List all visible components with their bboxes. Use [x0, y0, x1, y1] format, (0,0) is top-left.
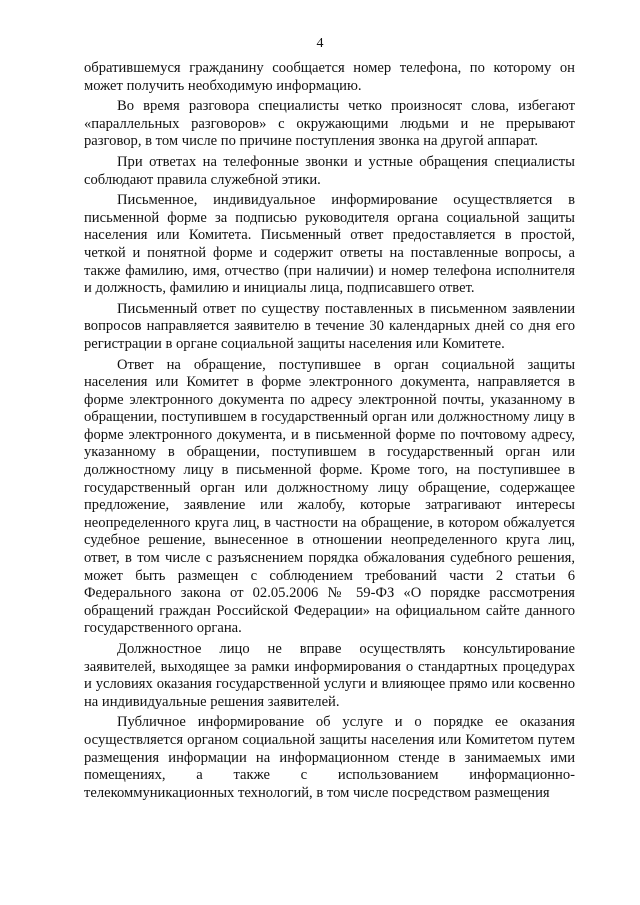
paragraph-conversation-rules: Во время разговора специалисты четко произносят слова, избегают «параллельных разговоров» с окружающими людьми и не прерывают разговор, в том числе по причине поступления звонка на другой аппарат. [84, 98, 575, 150]
paragraph-service-ethics: При ответах на телефонные звонки и устные обращения специалисты соблюдают правила служебной этики. [84, 153, 575, 188]
paragraph-written-answer-deadline: Письменный ответ по существу поставленных в письменном заявлении вопросов направляется заявителю в течение 30 календарных дней со дня его регистрации в органе социальной защиты населения или Комитете. [84, 300, 575, 352]
paragraph-electronic-answer: Ответ на обращение, поступившее в орган социальной защиты населения или Комитет в форме электронного документа, направляется в форме электронного документа по адресу электронной почты, указанному в обращении, поступившем в государственный орган или должностному лицу в форме электронного документа, и в письменной форме по почтовому адресу, указанному в обращении, поступившем в государственный орган или должностному лицу в письменной форме. Кроме того, на поступившее в государственный орган или должностному лицу обращение, содержащее предложение, заявление или жалобу, которые затрагивают интересы неопределенного круга лиц, в частности на обращение, в котором обжалуется судебное решение, вынесенное в отношении неопределенного круга лиц, ответ, в том числе с разъяснением порядка обжалования судебного решения, может быть размещен с соблюдением требований части 2 статьи 6 Федерального закона от 02.05.2006 № 59-ФЗ «О порядке рассмотрения обращений граждан Российской Федерации» на официальном сайте данного государственного органа. [84, 356, 575, 637]
document-body [84, 60, 575, 805]
paragraph-official-limits: Должностное лицо не вправе осуществлять консультирование заявителей, выходящее за рамки информирования о стандартных процедурах и условиях оказания государственной услуги и влияющее прямо или косвенно на индивидуальные решения заявителей. [84, 641, 575, 710]
paragraph-continuation: обратившемуся гражданину сообщается номер телефона, по которому он может получить необходимую информацию. [84, 60, 575, 94]
paragraph-written-informing: Письменное, индивидуальное информирование осуществляется в письменной форме за подписью руководителя органа социальной защиты населения или Комитета. Письменный ответ предоставляется в простой, четкой и понятной форме и содержит ответы на поставленные вопросы, а также фамилию, имя, отчество (при наличии) и номер телефона исполнителя и должность, фамилию и инициалы лица, подписавшего ответ. [84, 192, 575, 297]
page-number: 4 [316, 36, 324, 51]
paragraph-public-informing: Публичное информирование об услуге и о порядке ее оказания осуществляется органом социальной защиты населения или Комитетом путем размещения информации на информационном стенде в занимаемых ими помещениях, а также с использованием информационно-телекоммуникационных технологий, в том числе посредством размещения [84, 714, 575, 801]
